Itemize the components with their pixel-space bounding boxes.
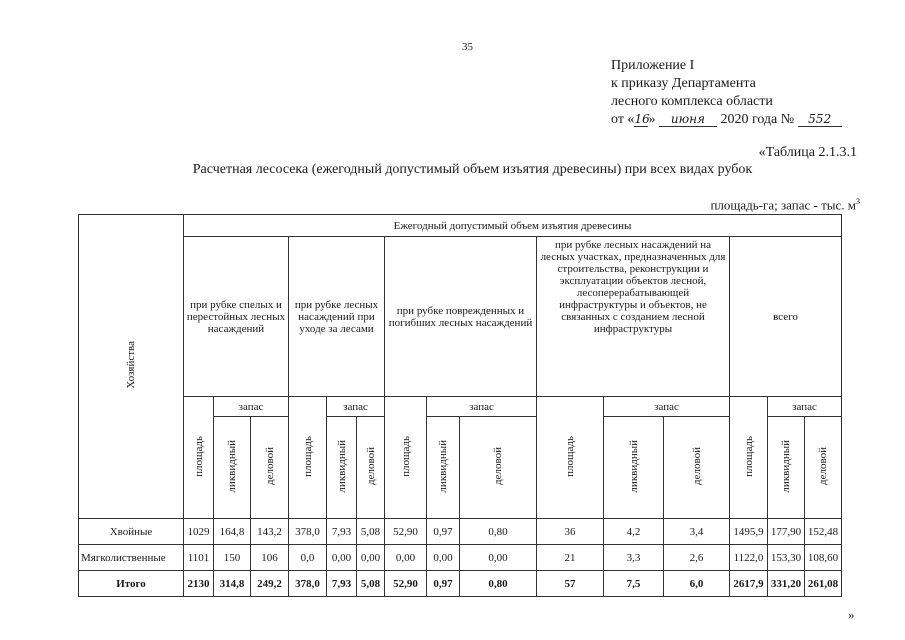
cell: 378,0 [289,571,327,597]
sub-stock-5: запас [768,397,842,417]
table-row [79,545,842,571]
units-sup: 3 [856,197,860,206]
cell: 57 [537,571,604,597]
cell: 378,0 [289,519,327,545]
cell: 5,08 [357,519,385,545]
cell: 36 [537,519,604,545]
cell: 3,4 [664,519,730,545]
group-header-3: при рубке поврежденных и погибших лесных насаждений [385,237,537,397]
row-name: Мягколиственные [79,545,184,571]
cell: 0,80 [460,571,537,597]
sub-liquid-1: ликвидный [226,439,238,493]
cell: 0,00 [327,545,357,571]
sub-area-2-cell [289,397,327,519]
cell: 331,20 [768,571,805,597]
group-header-5: всего [730,237,842,397]
sub-liquid-4-cell [604,417,664,519]
units-text: площадь-га; запас - тыс. м [710,197,856,213]
table-total-row [79,571,842,597]
cell: 0,00 [385,545,427,571]
cell: 7,93 [327,571,357,597]
cell: 108,60 [805,545,842,571]
sub-business-2-cell [357,417,385,519]
cell: 0,00 [357,545,385,571]
cell: 0,0 [289,545,327,571]
farm-header-cell [79,215,184,519]
sub-business-1-cell [251,417,289,519]
table-label: «Таблица 2.1.3.1 [758,145,857,160]
group-header-4: при рубке лесных насаждений на лесных участках, предназначенных для строительства, реконструкции и эксплуатации объектов лесной, лесоперерабатывающей инфраструктуры и объектов, не связанных с созданием лесной инфраструктуры [537,237,730,397]
date-year: 2020 года № [720,112,795,127]
cell: 6,0 [664,571,730,597]
sub-area-3: площадь [399,435,412,477]
cell: 52,90 [385,519,427,545]
cell: 150 [214,545,251,571]
cell: 2617,9 [730,571,768,597]
cell: 177,90 [768,519,805,545]
cell: 152,48 [805,519,842,545]
row-name: Хвойные [79,519,184,545]
sub-stock-1: запас [214,397,289,417]
appendix-line-3: лесного комплекса области [611,94,773,109]
cell: 0,80 [460,519,537,545]
sub-business-4: деловой [690,447,703,485]
sub-business-5-cell [805,417,842,519]
cell: 7,93 [327,519,357,545]
appendix-line-2: к приказу Департамента [611,76,756,91]
sub-liquid-3-cell [427,417,460,519]
sub-area-2: площадь [301,435,314,477]
cell: 2130 [184,571,214,597]
appendix-date-line [611,111,842,129]
table-row [79,519,842,545]
sub-stock-4: запас [604,397,730,417]
group-header-2: при рубке лесных насаждений при уходе за лесами [289,237,385,397]
page-number: 35 [462,41,473,53]
sub-business-4-cell [664,417,730,519]
cell: 4,2 [604,519,664,545]
farm-header: Хозяйства [125,341,137,389]
cell: 249,2 [251,571,289,597]
cell: 314,8 [214,571,251,597]
date-day-close: » [648,112,656,127]
allowable-cut-table [78,214,842,597]
cell: 1101 [184,545,214,571]
sub-stock-3: запас [427,397,537,417]
sub-liquid-5-cell [768,417,805,519]
cell: 0,97 [427,571,460,597]
appendix-line-1: Приложение I [611,58,695,73]
cell: 5,08 [357,571,385,597]
cell: 3,3 [604,545,664,571]
cell: 261,08 [805,571,842,597]
sub-area-4-cell [537,397,604,519]
cell: 153,30 [768,545,805,571]
cell: 52,90 [385,571,427,597]
cell: 1029 [184,519,214,545]
cell: 106 [251,545,289,571]
cell: 0,00 [427,545,460,571]
sub-business-2: деловой [364,447,377,485]
cell: 143,2 [251,519,289,545]
date-day: 16 [634,112,650,126]
cell: 0,00 [460,545,537,571]
sub-business-5: деловой [817,447,829,485]
sub-business-3: деловой [492,447,504,485]
group-header-1: при рубке спелых и перестойных лесных насаждений [184,237,289,397]
cell: 21 [537,545,604,571]
sub-liquid-2-cell [327,417,357,519]
sub-liquid-1-cell [214,417,251,519]
date-month: июня [659,112,717,127]
sub-area-1: площадь [192,435,205,477]
sub-liquid-5: ликвидный [780,439,792,493]
end-quote: » [848,607,855,622]
sub-liquid-3: ликвидный [437,439,449,493]
sub-stock-2: запас [327,397,385,417]
cell: 1122,0 [730,545,768,571]
top-header: Ежегодный допустимый объем изъятия древесины [184,215,842,237]
cell: 0,97 [427,519,460,545]
sub-area-5: площадь [742,435,755,477]
sub-business-3-cell [460,417,537,519]
cell: 7,5 [604,571,664,597]
sub-area-3-cell [385,397,427,519]
order-number: 552 [798,112,842,127]
sub-liquid-2: ликвидный [335,439,348,493]
cell: 1495,9 [730,519,768,545]
date-prefix: от « [611,112,635,127]
sub-area-1-cell [184,397,214,519]
cell: 164,8 [214,519,251,545]
sub-liquid-4: ликвидный [627,439,640,493]
document-title: Расчетная лесосека (ежегодный допустимый объем изъятия древесины) при всех видах рубок [192,162,753,177]
sub-area-4: площадь [564,435,576,477]
units-note [710,197,860,213]
row-name: Итого [79,571,184,597]
appendix-block [611,57,842,129]
sub-area-5-cell [730,397,768,519]
sub-business-1: деловой [263,447,276,485]
cell: 2,6 [664,545,730,571]
